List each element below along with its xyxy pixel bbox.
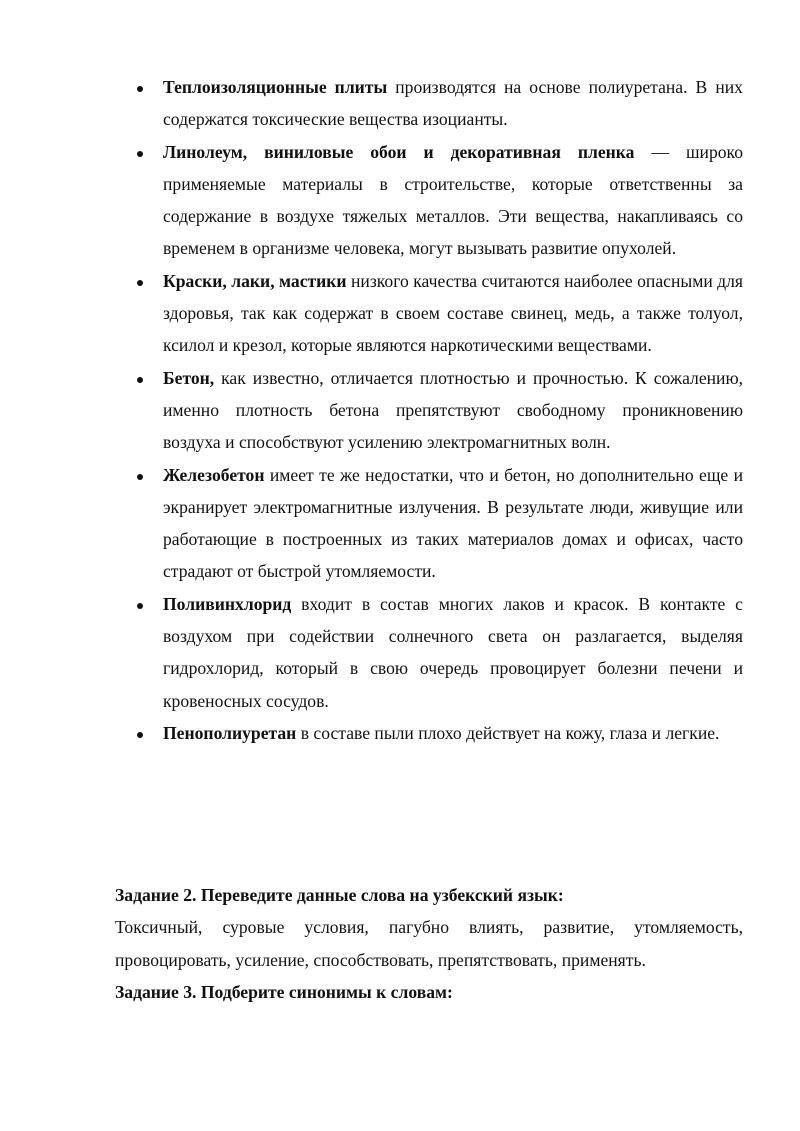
task3-heading: Задание 3. Подберите синонимы к словам: xyxy=(115,981,453,1002)
list-item xyxy=(135,136,743,265)
bullet-text xyxy=(163,459,743,588)
tasks-section xyxy=(115,879,743,1008)
bullet-text xyxy=(163,136,743,265)
bullet-icon xyxy=(137,603,143,609)
list-item xyxy=(135,71,743,136)
description: производятся на основе полиуретана. В них содержатся токсические вещества изоцианты. xyxy=(163,77,743,130)
term: Поливинхлорид xyxy=(163,593,292,614)
list-item xyxy=(135,717,743,749)
list-item xyxy=(135,459,743,588)
term: Линолеум, виниловые обои и декоративная пленка xyxy=(163,141,635,162)
bullet-icon xyxy=(137,732,143,738)
bullet-text xyxy=(163,71,743,136)
term: Краски, лаки, мастики xyxy=(163,270,347,291)
description: — широко применяемые материалы в строительстве, которые ответственны за содержание в воздухе тяжелых металлов. Эти вещества, накапливаясь со временем в организме человека, могут вызывать развитие опухолей. xyxy=(163,141,743,259)
bullet-text xyxy=(163,588,743,717)
bullet-icon xyxy=(137,377,143,383)
term: Пенополиуретан xyxy=(163,722,297,743)
task2-heading: Задание 2. Переведите данные слова на узбекский язык: xyxy=(115,885,564,905)
list-item xyxy=(135,588,743,717)
description: низкого качества считаются наиболее опасными для здоровья, так как содержат в своем составе свинец, медь, а также толуол, ксилол и крезол, которые являются наркотическими веществами. xyxy=(163,270,743,356)
bullet-list xyxy=(135,71,743,749)
term: Железобетон xyxy=(163,464,265,485)
bullet-icon xyxy=(137,474,143,480)
description: как известно, отличается плотностью и прочностью. К сожалению, именно плотность бетона препятствуют свободному проникновению воздуха и способствуют усилению электромагнитных волн. xyxy=(163,367,743,453)
description: имеет те же недостатки, что и бетон, но дополнительно еще и экранирует электромагнитные излучения. В результате люди, живущие или работающие в построенных из таких материалов домах и офисах, часто страдают от быстрой утомляемости. xyxy=(163,464,743,582)
description: в составе пыли плохо действует на кожу, глаза и легкие. xyxy=(296,722,720,743)
bullet-text xyxy=(163,717,743,749)
list-item xyxy=(135,265,743,362)
bullet-text xyxy=(163,362,743,459)
bullet-icon xyxy=(137,86,143,92)
term: Теплоизоляционные плиты xyxy=(163,77,388,97)
term: Бетон, xyxy=(163,367,215,388)
description: входит в состав многих лаков и красок. В контакте с воздухом при содействии солнечного света он разлагается, выделяя гидрохлорид, который в свою очередь провоцирует болезни печени и кровеносных сосудов. xyxy=(163,593,743,711)
bullet-text xyxy=(163,265,743,362)
bullet-icon xyxy=(137,151,143,157)
list-item xyxy=(135,362,743,459)
task2-text: Токсичный, суровые условия, пагубно влиять, развитие, утомляемость, провоцировать, усиление, способствовать, препятствовать, применять. xyxy=(115,917,743,970)
bullet-icon xyxy=(137,280,143,286)
